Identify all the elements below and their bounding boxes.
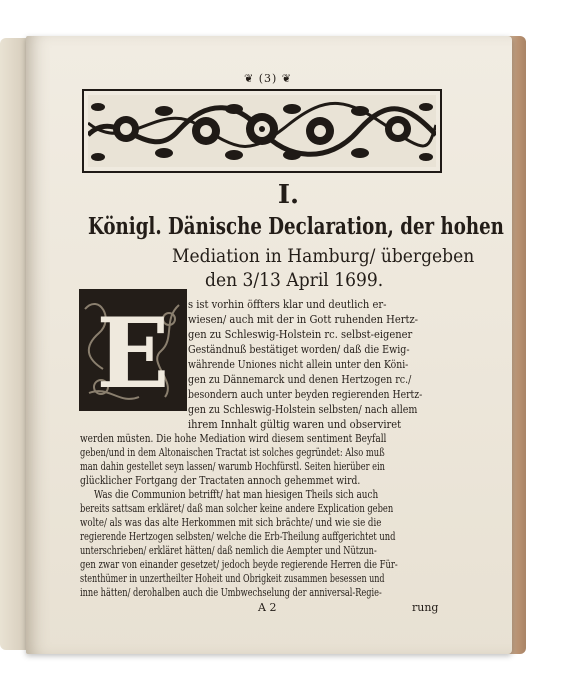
text-line: Geständnuß bestätiget worden/ daß die Ewig- [188,343,410,356]
text-line: bereits sattsam erkläret/ daß man solcher keine andere Explication geben [80,502,394,515]
text-line: gen zwar von einander gesetzet/ jedoch beyde regierende Herren die Für- [80,558,398,571]
floral-ornament-icon [88,95,436,167]
text-line: glücklicher Fortgang der Tractaten annoch gehemmet wird. [80,474,361,487]
text-line: regierende Hertzogen selbsten/ welche die Erb-Theilung auffgerichtet und [80,530,396,543]
initial-letter: E [96,297,170,410]
text-line: währende Uniones nicht allein unter den Köni- [188,358,409,371]
text-line: unterschrieben/ erkläret hätten/ daß nemlich die Aempter und Nützun- [80,544,377,557]
text-line: gen zu Schleswig-Holstein rc. selbst-eigener [188,328,413,341]
title-line-1: Königl. Dänische Declaration, der hohen [88,213,504,240]
text-line: Was die Communion betrifft/ hat man hiesigen Theils sich auch [94,488,379,501]
title-line-3: den 3/13 April 1699. [205,269,384,291]
signature-mark: A 2 [258,601,277,614]
text-line: wolte/ als was das alte Herkommen mit sich brächte/ und wie sie die [80,516,382,529]
text-line: stenthümer in unzertheilter Hoheit und Obrigkeit zusammen besessen und [80,572,385,585]
ornamental-headpiece [82,89,442,173]
section-number: I. [277,180,300,210]
text-line: man dahin gestellet seyn lassen/ warumb Hochfürstl. Seiten hierüber ein [80,460,385,473]
text-line: wiesen/ auch mit der in Gott ruhenden Hertz- [188,313,419,326]
text-line: gen zu Schleswig-Holstein selbsten/ nach allem [188,403,418,416]
page-header: ❦ (3) ❦ [244,72,293,85]
text-line: besondern auch unter beyden regierenden Hertz- [188,388,423,401]
text-line: werden müsten. Die hohe Mediation wird diesem sentiment Beyfall [80,432,387,445]
text-line: gen zu Dännemarck und denen Hertzogen rc./ [188,373,412,386]
text-line: s ist vorhin öffters klar und deutlich er- [188,298,387,311]
text-line: ihrem Innhalt gültig waren und observiret [188,418,402,431]
title-line-2: Mediation in Hamburg/ übergeben [172,245,475,267]
text-line: inne hätten/ derohalben auch die Umbwechselung der anniversal-Regie- [80,586,382,599]
catchword: rung [412,601,439,614]
decorated-initial [79,289,187,411]
text-line: geben/und in dem Altonaischen Tractat ist solches gegründet: Also muß [80,446,385,459]
